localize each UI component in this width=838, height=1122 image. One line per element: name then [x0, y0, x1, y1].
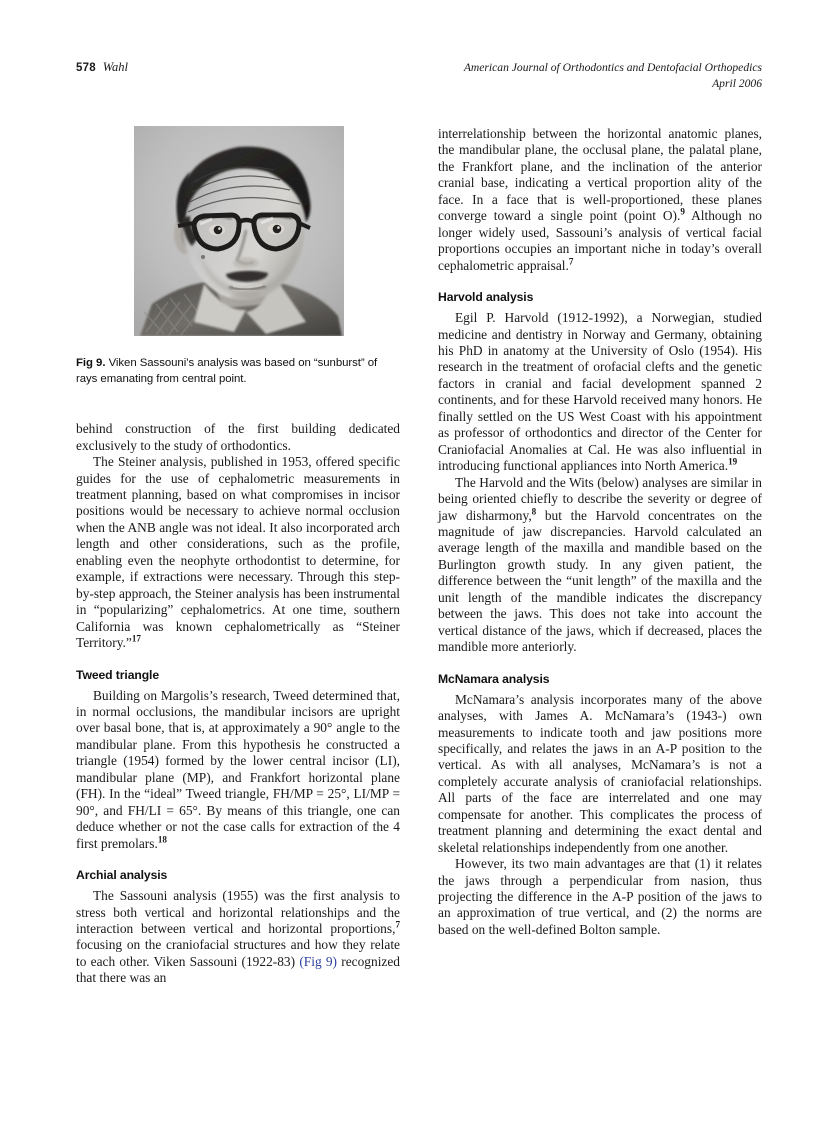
paragraph-archial-text-2: focusing on the craniofacial structures and how they relate to each other. Viken Sassouni (1922-83)	[76, 937, 400, 969]
running-head-left	[76, 60, 128, 75]
reference-marker-18: 18	[157, 834, 167, 845]
heading-harvold-analysis: Harvold analysis	[438, 290, 534, 305]
paragraph-sassouni-text-2: Although no longer widely used, Sassouni’s analysis of vertical facial proportions occupies an important niche in today’s overall cephalometric appraisal.	[438, 208, 762, 273]
paragraph-steiner-text: The Steiner analysis, published in 1953, offered specific guides for the use of cephalometric measurements in treatment planning, based on what compromises in incisor positions would be necessary to achieve normal occlusion when the ANB angle was not ideal. It also incorporated arch length and other considerations, such as the profile, enabling even the neophyte orthodontist to determine, for example, if extractions were necessary. Through this step-by-step approach, the Steiner analysis has been instrumental in “popularizing” cephalometrics. At one time, southern California was known cephalometrically as “Steiner Territory.”	[76, 454, 400, 651]
paragraph-mcnamara-1: McNamara’s analysis incorporates many of the above analyses, with James A. McNamara’s (1943-) own measurements to indicate tooth and jaw positions more specifically, and relates the jaws in an A-P position to the vertical. As with all analyses, McNamara’s is not a completely accurate analysis of craniofacial relationships. All parts of the face are interrelated and one may compensate for another. This complicates the process of treatment planning and determining the exact dental and skeletal relationships independently from one another.	[438, 691, 762, 855]
paragraph-harvold-text-2a: The Harvold and the Wits (below) analyses are similar in being oriented chiefly to describe the severity or degree of jaw disharmony,	[438, 474, 762, 523]
paragraph-tweed	[76, 688, 400, 853]
reference-marker-17: 17	[131, 633, 141, 644]
reference-marker-7: 7	[395, 919, 400, 930]
paragraph-harvold-biography	[438, 310, 762, 475]
figure-label: Fig 9.	[76, 357, 106, 369]
paragraph-steiner-continued: behind construction of the first building dedicated exclusively to the study of orthodontics.	[76, 421, 400, 453]
paragraph-harvold-text-1: Egil P. Harvold (1912-1992), a Norwegian, studied medicine and dentistry in Norway and Germany, obtaining his PhD in anatomy at the University of Oslo (1954). His research in the treatment of orofacial clefts and the genetic factors in cranial and facial development spanned 2 continents, and for these Harvold received many honors. He finally settled on the US West Coast with his appointment as professor of orthodontics and director of the Center for Craniofacial Anomalies at Cal. He was also influential in introducing functional appliances into North America.	[438, 310, 762, 474]
heading-archial-analysis: Archial analysis	[76, 868, 168, 883]
left-column	[76, 126, 400, 987]
reference-marker-19: 19	[728, 456, 738, 467]
figure-caption	[76, 356, 400, 387]
heading-mcnamara-analysis: McNamara analysis	[438, 671, 550, 686]
right-column	[438, 126, 762, 938]
page-number: 578	[76, 62, 96, 74]
paragraph-sassouni-text-1: interrelationship between the horizontal anatomic planes, the mandibular plane, the occlusal plane, the palatal plane, the Frankfort plane, and the inclination of the anterior cranial base, indicating a vertical proportion ality of the face. In a face that is well-proportioned, these planes converge toward a single point (point O).	[438, 126, 762, 224]
running-head-author: Wahl	[102, 60, 129, 74]
reference-marker-7b: 7	[568, 256, 574, 267]
paragraph-tweed-text: Building on Margolis’s research, Tweed determined that, in normal occlusions, the mandibular incisors are upright over basal bone, that is, at approximately a 90° angle to the mandibular plane. From this hypothesis he constructed a triangle (1954) formed by the lower central incisor (LI), mandibular plane (MP), and Frankfort horizontal plane (FH). In the “ideal” Tweed triangle, FH/MP = 25°, LI/MP = 90°, and FH/LI = 65°. By means of this triangle, one can deduce whether or not the case calls for extraction of the 4 first premolars.	[76, 687, 400, 851]
paragraph-sassouni-continued	[438, 126, 762, 274]
figure-image-wrapper	[76, 126, 400, 341]
reference-marker-9: 9	[680, 206, 685, 217]
figure-caption-text: Viken Sassouni’s analysis was based on “sunburst” of rays emanating from central point.	[76, 357, 378, 385]
reference-marker-8: 8	[531, 506, 537, 517]
paragraph-archial	[76, 888, 400, 987]
portrait-photo	[134, 126, 344, 336]
paragraph-mcnamara-2: However, its two main advantages are that (1) it relates the jaws through a perpendicular from nasion, thus projecting the difference in the A-P position of the jaws to an approximation of true vertical, and (2) the norms are based on the well-defined Bolton sample.	[438, 856, 762, 937]
issue-date: April 2006	[712, 76, 762, 90]
paragraph-harvold-text-2b: but the Harvold concentrates on the magnitude of jaw discrepancies. Harvold calculated an average length of the maxilla and mandible based on the Burlington growth study. In any given patient, the difference between the “unit length” of the maxilla and the unit length of the mandible indicates the discrepancy between the jaws. This does not take into account the vertical distance of the jaws, which if decreased, places the mandible more anteriorly.	[438, 507, 762, 655]
paragraph-steiner	[76, 454, 400, 651]
figure-9	[76, 126, 400, 387]
running-head	[76, 60, 762, 102]
paragraph-harvold-wits	[438, 475, 762, 656]
paragraph-archial-text-1: The Sassouni analysis (1955) was the first analysis to stress both vertical and horizontal relationships and the interaction between vertical and horizontal proportions,	[76, 888, 400, 936]
journal-title: American Journal of Orthodontics and Dentofacial Orthopedics	[463, 61, 762, 74]
figure-9-cross-reference-link[interactable]: (Fig 9)	[299, 953, 338, 969]
paragraph-archial-text-3: recognized that there was an	[76, 953, 400, 986]
heading-tweed-triangle: Tweed triangle	[76, 667, 160, 682]
running-head-right	[464, 60, 762, 91]
